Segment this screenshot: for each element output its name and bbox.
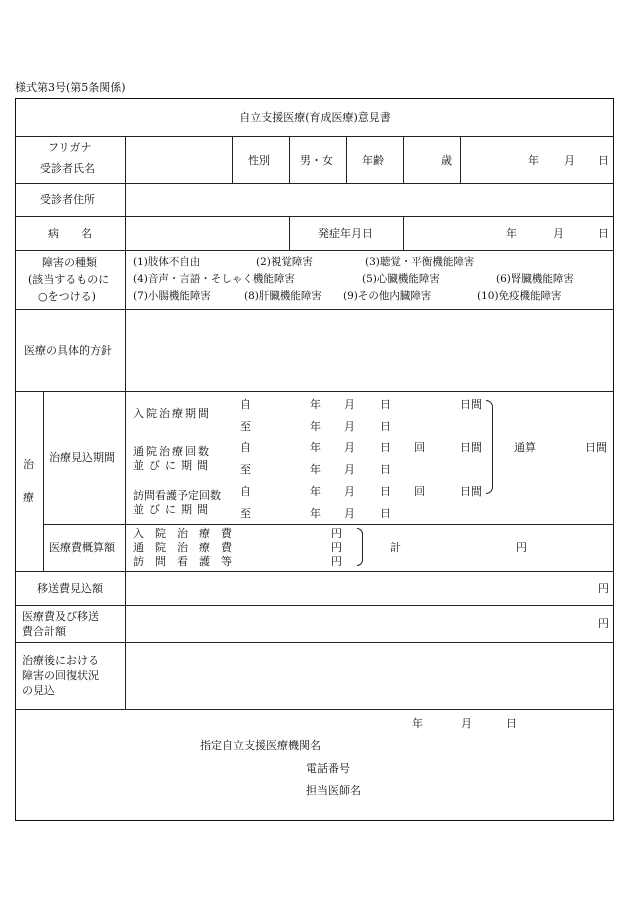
divider: [15, 709, 614, 710]
doctor-label: 担当医師名: [306, 784, 361, 797]
period-label: 治療見込期間: [49, 451, 115, 464]
divider: [460, 136, 461, 183]
total-days: 日間: [585, 441, 607, 454]
birth-year: 年: [528, 154, 539, 167]
divider: [346, 136, 347, 183]
divider: [15, 391, 614, 392]
onset-day: 日: [598, 227, 609, 240]
birth-month: 月: [564, 154, 575, 167]
divider: [232, 136, 233, 183]
divider: [15, 605, 614, 606]
total-brace: [486, 400, 493, 494]
phone-label: 電話番号: [306, 762, 350, 775]
divider: [43, 391, 44, 571]
divider: [43, 524, 614, 525]
times-label: 回: [414, 485, 425, 498]
divider: [125, 136, 126, 709]
yen-label: 円: [331, 541, 342, 554]
homecare-label-2: 並びに期間: [133, 503, 213, 516]
month-label: 月: [344, 507, 355, 520]
from-label: 自: [240, 398, 251, 411]
sex-value: 男・女: [300, 154, 333, 167]
outpatient-label-2: 並びに期間: [133, 459, 213, 472]
month-label: 月: [344, 398, 355, 411]
inpatient-label: 入院治療期間: [133, 407, 211, 420]
day-label: 日: [380, 398, 391, 411]
outpatient-label-1: 通院治療回数: [133, 445, 211, 458]
divider: [15, 250, 614, 251]
onset-month: 月: [553, 227, 564, 240]
from-label: 自: [240, 485, 251, 498]
to-label: 至: [240, 420, 251, 433]
yen-label: 円: [331, 527, 342, 540]
total-label: 通算: [514, 441, 536, 454]
form-number: 様式第3号(第5条関係): [15, 81, 126, 94]
total-cost-label-2: 費合計額: [22, 625, 66, 638]
disability-item: (3)聴覚・平衡機能障害: [365, 256, 475, 268]
day-label: 日: [380, 507, 391, 520]
cost-brace: [357, 528, 363, 566]
total-cost-label-1: 医療費及び移送: [22, 610, 99, 623]
footer-day: 日: [506, 717, 517, 730]
divider: [403, 136, 404, 183]
onset-year: 年: [506, 227, 517, 240]
cost-label: 医療費概算額: [49, 541, 115, 554]
cost-homecare-label: 訪 問 看 護 等: [133, 555, 232, 568]
transport-label: 移送費見込額: [37, 582, 103, 595]
yen-label: 円: [331, 555, 342, 568]
address-label: 受診者住所: [40, 193, 95, 206]
divider: [15, 183, 614, 184]
disability-item: (2)視覚障害: [256, 256, 313, 268]
policy-label: 医療の具体的方針: [24, 344, 112, 357]
form-title: 自立支援医療(育成医療)意見書: [239, 111, 391, 124]
disability-label-1: 障害の種類: [42, 256, 97, 269]
treatment-side-label: 療: [23, 491, 34, 504]
recovery-label-3: の見込: [22, 684, 55, 697]
footer-year: 年: [412, 717, 423, 730]
day-label: 日: [380, 441, 391, 454]
cost-outpatient-label: 通 院 治 療 費: [133, 541, 232, 554]
day-label: 日: [380, 485, 391, 498]
homecare-label-1: 訪問看護予定回数: [133, 489, 221, 502]
month-label: 月: [344, 485, 355, 498]
days-label: 日間: [460, 485, 482, 498]
year-label: 年: [310, 485, 321, 498]
recovery-label-2: 障害の回復状況: [22, 669, 99, 682]
day-label: 日: [380, 463, 391, 476]
days-label: 日間: [460, 441, 482, 454]
disability-item: (5)心臓機能障害: [362, 273, 440, 285]
year-label: 年: [310, 398, 321, 411]
disability-item: (8)肝臓機能障害: [244, 290, 322, 302]
furigana-label: フリガナ: [48, 141, 92, 154]
total-cost-yen: 円: [598, 617, 609, 630]
sum-label: 計: [390, 541, 401, 554]
month-label: 月: [344, 420, 355, 433]
disability-item: (6)腎臓機能障害: [496, 273, 574, 285]
to-label: 至: [240, 507, 251, 520]
disability-label-3: ○をつける): [38, 290, 96, 303]
disability-label-2: (該当するものに: [28, 273, 110, 286]
month-label: 月: [344, 463, 355, 476]
sum-yen: 円: [516, 541, 527, 554]
cost-inpatient-label: 入 院 治 療 費: [133, 527, 232, 540]
year-label: 年: [310, 441, 321, 454]
days-label: 日間: [460, 398, 482, 411]
recovery-label-1: 治療後における: [22, 654, 99, 667]
disability-item: (1)肢体不自由: [133, 256, 201, 268]
year-label: 年: [310, 420, 321, 433]
age-label: 年齢: [362, 154, 384, 167]
divider: [289, 216, 290, 250]
year-label: 年: [310, 507, 321, 520]
disability-item: (7)小腸機能障害: [133, 290, 211, 302]
disability-item: (10)免疫機能障害: [477, 290, 562, 302]
treatment-side-label: 治: [23, 458, 34, 471]
from-label: 自: [240, 441, 251, 454]
birth-day: 日: [598, 154, 609, 167]
disease-label: 病 名: [48, 227, 92, 240]
day-label: 日: [380, 420, 391, 433]
divider: [15, 216, 614, 217]
month-label: 月: [344, 441, 355, 454]
divider: [15, 136, 614, 137]
times-label: 回: [414, 441, 425, 454]
disability-item: (4)音声・言語・そしゃく機能障害: [133, 273, 295, 285]
divider: [15, 642, 614, 643]
to-label: 至: [240, 463, 251, 476]
transport-yen: 円: [598, 582, 609, 595]
divider: [15, 571, 614, 572]
year-label: 年: [310, 463, 321, 476]
age-unit: 歳: [441, 154, 452, 167]
sex-label: 性別: [248, 154, 270, 167]
institution-label: 指定自立支援医療機関名: [200, 739, 321, 752]
divider: [15, 309, 614, 310]
patient-name-label: 受診者氏名: [40, 162, 95, 175]
footer-month: 月: [461, 717, 472, 730]
onset-label: 発症年月日: [318, 227, 373, 240]
divider: [289, 136, 290, 183]
divider: [403, 216, 404, 250]
disability-item: (9)その他内臓障害: [343, 290, 432, 302]
